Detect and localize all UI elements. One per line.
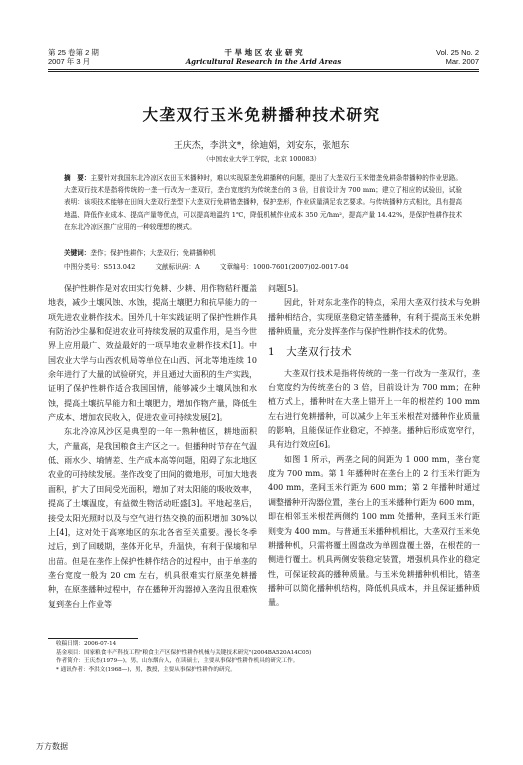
affiliation: （中国农业大学工学院，北京 100083） — [202, 155, 321, 163]
clc-number: 中图分类号：S513.042 — [64, 263, 136, 271]
keywords — [64, 248, 462, 258]
volume-issue: 第 25 卷第 2 期 — [48, 48, 99, 57]
volume-issue-en: Vol. 25 No. 2 — [436, 48, 479, 57]
classification-line — [64, 262, 462, 272]
watermark: 万方数据 — [36, 742, 68, 751]
abstract — [64, 172, 462, 233]
left-column — [48, 282, 257, 612]
abstract-text: 主要针对我国东北冷凉区农田玉米播种时，难以实现原垄免耕播种的问题，提出了大垄双行玉米错垄免耕条带播种的作业思路。大垄双行技术是指将传统的一垄一行改为一垄双行，垄台宽度约为传统垄台的 3 倍，目前设计为 700 mm；建立了相应的试验田，试验表明：该项技术能够在田间大垄双行垄型下大垄双行免耕错垄播种，保护垄形，作业质量满足农艺要求。与传统播种方式相比，具有提高地温、降低作业成本、提高产量等优点，可以提高地温约 1℃，降低机械作业成本 350 元/hm²，提高产量 14.42%，是保护性耕作技术在东北冷凉区推广应用的一种较理想的模式。 — [64, 174, 463, 231]
authors: 王庆杰，李洪文*，徐迪娟，刘安东，张旭东 — [173, 141, 350, 151]
issue-date: 2007 年 3 月 — [48, 57, 91, 66]
body-paragraph: 如图 1 所示，两垄之间的间距为 1 000 mm，垄台宽度为 700 mm。第 1 年播种时在垄台上的 2 行玉米行距为 400 mm，垄间玉米行距为 600 mm；第 2 年播种时通过调整播种开沟器位置，垄台上的玉米播种行距为 600 mm，即在相邻玉米根茬两侧约 100 mm 处播种，垄间玉米行距则变为 400 mm。与普通玉米播种机相比，大垄双行玉米免耕播种机，只需将覆土圆盘改为单圆盘覆土器，在根茬的一侧进行覆土。机具两侧安装稳定装置，增强机具作业的稳定性，可保证较高的播种质量。与玉米免耕播种机相比，错垄播种可以简化播种机结构，降低机具成本，并且保证播种质量。 — [268, 454, 480, 608]
funding: 基金项目：国家粮食丰产科技工程"粮食主产区保护性耕作机械与关键技术研究"(2004BA520A14C05) — [56, 649, 312, 656]
footnotes — [56, 640, 476, 674]
header-rule — [48, 69, 479, 70]
right-column — [268, 282, 480, 611]
body-paragraph: 问题[5]。 — [268, 284, 304, 293]
corresponding-author: * 通讯作者：李洪文(1968—)，男，教授，主要从事保护性耕作的研究。 — [56, 666, 236, 673]
keywords-label: 关键词： — [64, 249, 91, 257]
running-header — [48, 48, 479, 68]
author-bio: 作者简介：王庆杰(1979—)，男，山东烟台人，在读硕士，主要从事保护性耕作机具的研究工作。 — [56, 658, 299, 664]
body-paragraph: 保护性耕作是对农田实行免耕、少耕、用作物秸秆覆盖地表，减少土壤风蚀、水蚀，提高土壤肥力和抗旱能力的一项先进农业耕作技术。国外几十年实践证明了保护性耕作具有防治沙尘暴和促进农业可持续发展的双重作用，是当今世界上应用最广、效益最好的一项旱地农业耕作技术[1]。中国农业大学与山西农机局等单位在山西、河北等地连续 10 余年进行了大量的试验研究，并且通过大面积的生产实践，证明了保护性耕作适合我国国情，能够减少土壤风蚀和水蚀，提高土壤抗旱能力和土壤肥力，增加作物产量，降低生产成本、增加农民收入，促进农业可持续发展[2]。 — [48, 284, 257, 423]
document-code: 文献标识码：A — [155, 263, 200, 271]
body-paragraph: 大垄双行技术是指将传统的一垄一行改为一垄双行，垄台宽度约为传统垄台的 3 倍，目前设计为 700 mm；在种植方式上，播种时在大垄上错开上一年的根茬约 100 mm 左右进行免耕播种，可以减少上年玉米根茬对播种作业质量的影响，且能保证作业稳定，不掉垄。播种后形成宽窄行，具有边行效应[6]。 — [268, 368, 480, 450]
body-paragraph: 因此，针对东北垄作的特点，采用大垄双行技术与免耕播种相结合，实现原垄稳定错垄播种，有利于提高玉米免耕播种质量，充分发挥垄作与保护性耕作技术的优势。 — [268, 298, 480, 337]
header-rule-thin — [48, 71, 479, 72]
header-right — [436, 48, 479, 66]
article-number: 文章编号：1000-7601(2007)02-0017-04 — [219, 263, 349, 271]
keywords-text: 垄作；保护性耕作；大垄双行；免耕播种机 — [90, 249, 216, 257]
journal-name-cn: 干 旱 地 区 农 业 研 究 — [224, 48, 303, 57]
received-date: 收稿日期：2006-07-14 — [56, 641, 117, 647]
paper-title: 大垄双行玉米免耕播种技术研究 — [142, 105, 381, 124]
body-paragraph: 东北冷凉风沙区是典型的一年一熟种植区，耕地面积大，产量高，是我国粮食主产区之一。但播种时节存在气温低、雨水少、墒情差、生产成本高等问题，阻碍了东北地区农业的可持续发展。垄作改变了田间的微地形，可加大地表面积，扩大了田间受光面积，增加了对太阳能的吸收效率，提高了土壤温度，有益微生物活动旺盛[3]。平地起垄后，接受太阳光照时以及与空气进行热交换的面积增加 30%以上[4]，这对处于高寒地区的东北各省至关重要。漫长冬季过后，到了回暖期，垄体开化早，升温快，有利于保墒和早出苗。但是在垄作上保护性耕作结合的过程中，由于单垄的垄台宽度一般为 20 cm 左右，机具很难实行原垄免耕播种，在原垄播种过程中，存在播种开沟器掉入垄沟且很难恢复到垄台上作业等 — [48, 427, 257, 609]
journal-name-en: Agricultural Research in the Arid Areas — [185, 57, 342, 66]
issue-date-en: Mar. 2007 — [445, 57, 479, 66]
abstract-label: 摘 要： — [64, 174, 91, 182]
section-heading: 1 大垄双行技术 — [268, 346, 353, 359]
footnote-rule — [48, 638, 138, 639]
